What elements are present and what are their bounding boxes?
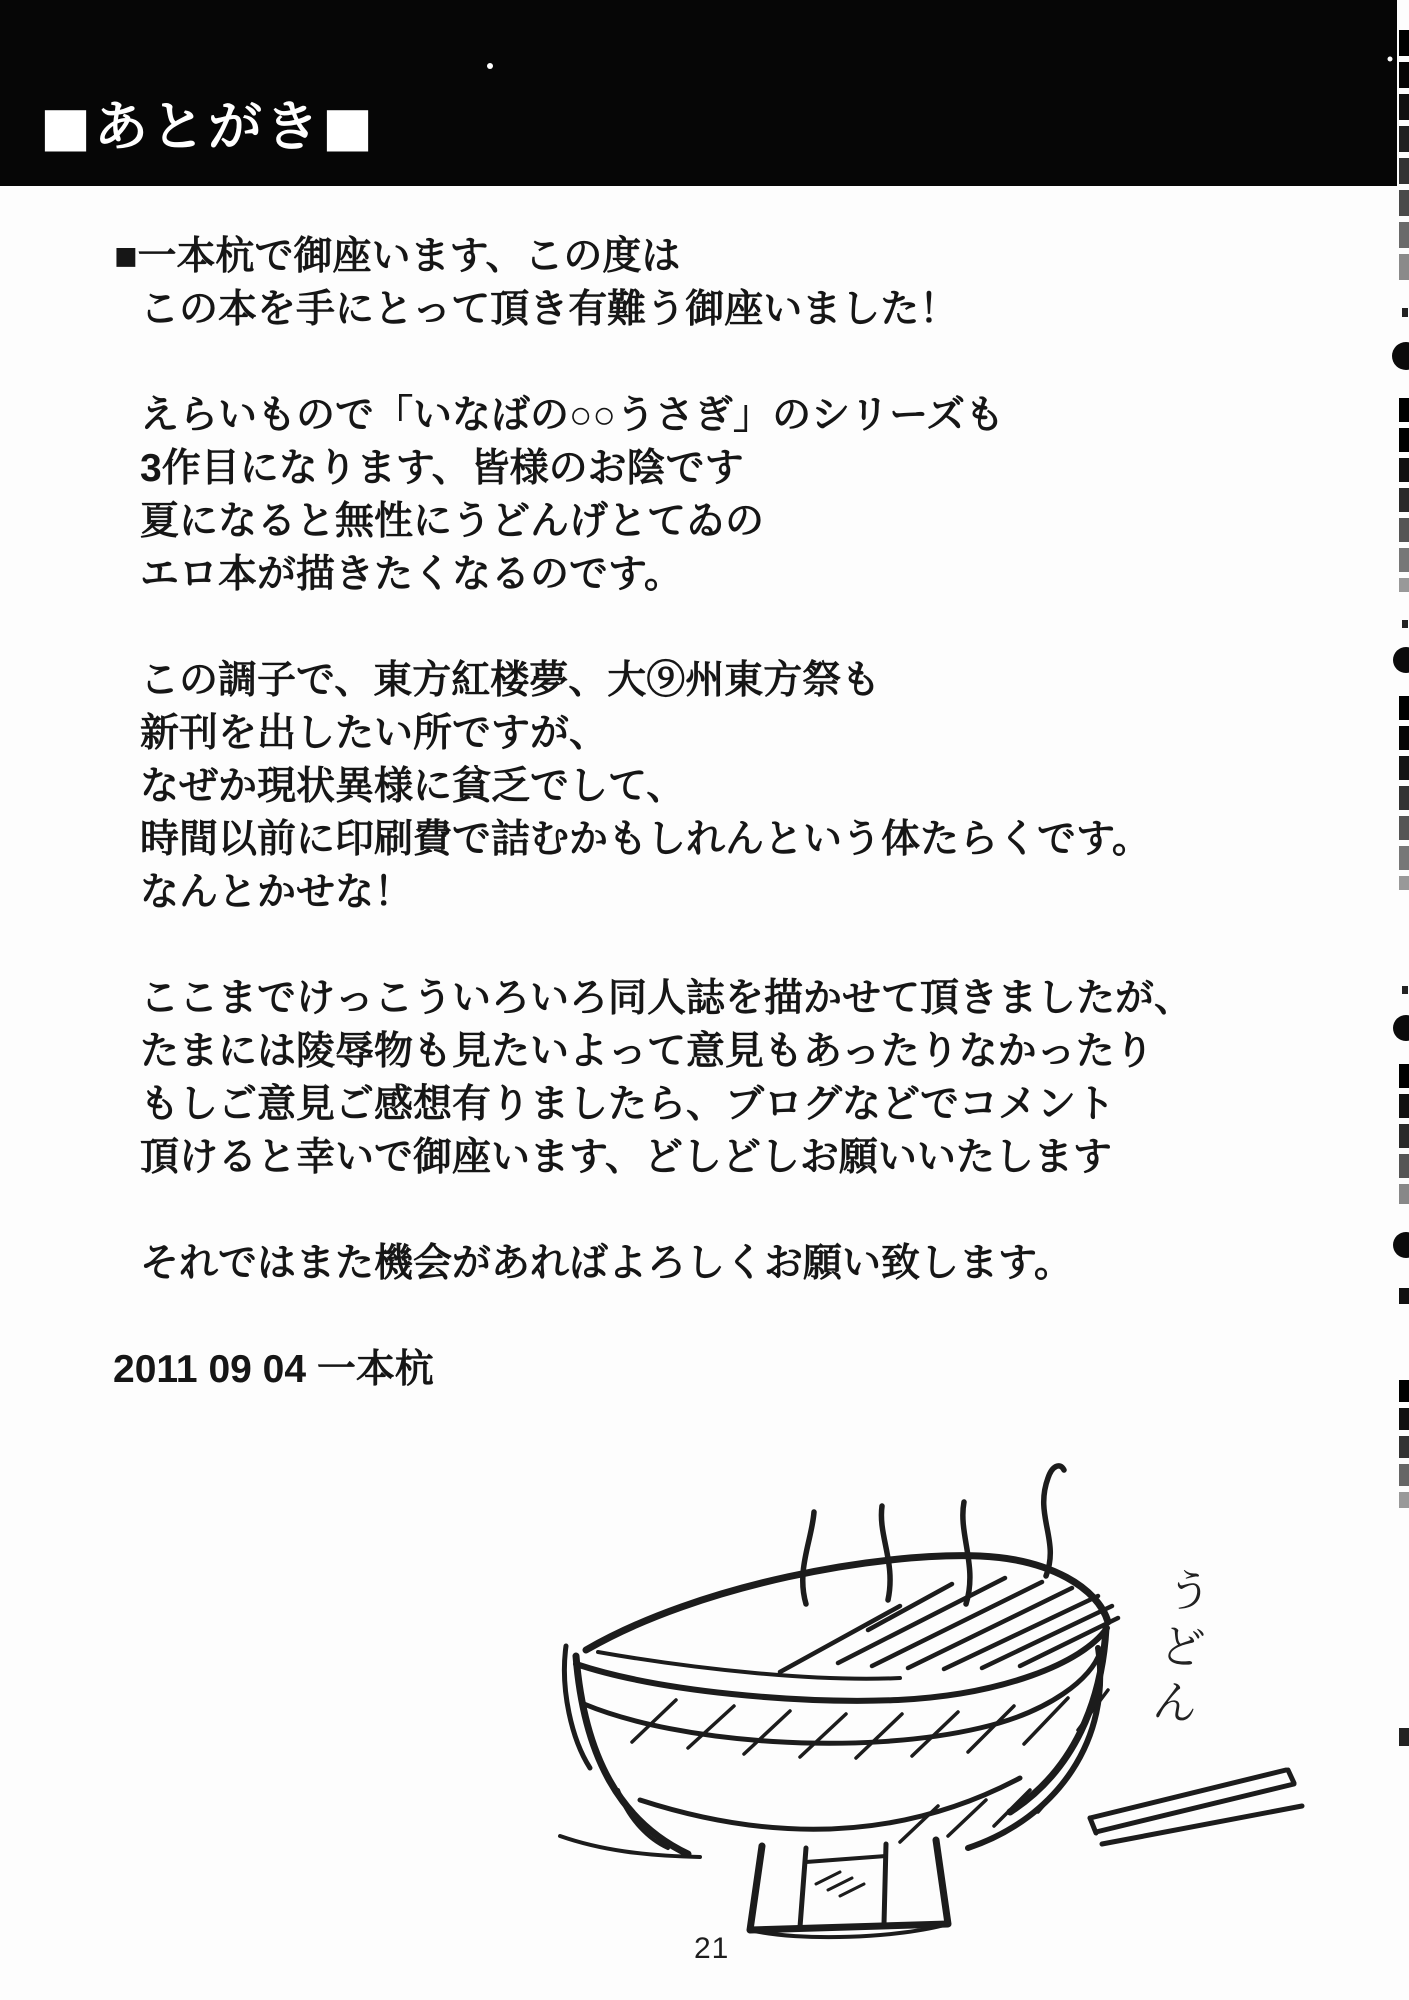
text-line: 新刊を出したい所ですが、 xyxy=(140,712,609,755)
signature-date: 2011 09 04 一本杭 xyxy=(113,1348,434,1391)
text-line: 頂けると幸いで御座います、どしどしお願いいたします xyxy=(140,1136,1112,1179)
afterword-text xyxy=(113,230,1240,1396)
page-title: ■あとがき■ xyxy=(40,95,377,158)
page-number: 21 xyxy=(694,1932,730,1965)
text-line: 3作目になります、皆様のお陰です xyxy=(140,447,744,490)
text-line: なんとかせな！ xyxy=(140,871,414,914)
text-line: もしご意見ご感想有りましたら、ブログなどでコメント xyxy=(140,1083,1116,1126)
bowl-sketch xyxy=(560,1556,1118,1937)
chopsticks-sketch xyxy=(1090,1770,1302,1844)
steam-lines-sketch xyxy=(803,1466,1064,1604)
text-line: この調子で、東方紅楼夢、大⑨州東方祭も xyxy=(140,659,881,702)
udon-label: うどん xyxy=(1141,1563,1217,1737)
text-line: 夏になると無性にうどんげとてゐの xyxy=(140,500,765,543)
text-line: この本を手にとって頂き有難う御座いました！ xyxy=(140,288,959,331)
text-line: エロ本が描きたくなるのです。 xyxy=(140,553,683,596)
text-line: 時間以前に印刷費で詰むかもしれんという体たらくです。 xyxy=(140,818,1151,861)
text-line: えらいもので「いなばの○○うさぎ」のシリーズも xyxy=(140,394,1005,437)
text-line: ■一本杭で御座います、この度は xyxy=(114,235,681,278)
header-bar xyxy=(0,0,1397,186)
scan-artifacts xyxy=(1392,30,1409,1746)
text-line: それではまた機会があればよろしくお願い致します。 xyxy=(140,1242,1073,1285)
text-line: ここまでけっこういろいろ同人誌を描かせて頂きましたが、 xyxy=(140,977,1194,1020)
text-line: たまには陵辱物も見たいよって意見もあったりなかったり xyxy=(140,1030,1154,1073)
text-line: なぜか現状異様に貧乏でして、 xyxy=(140,765,686,808)
